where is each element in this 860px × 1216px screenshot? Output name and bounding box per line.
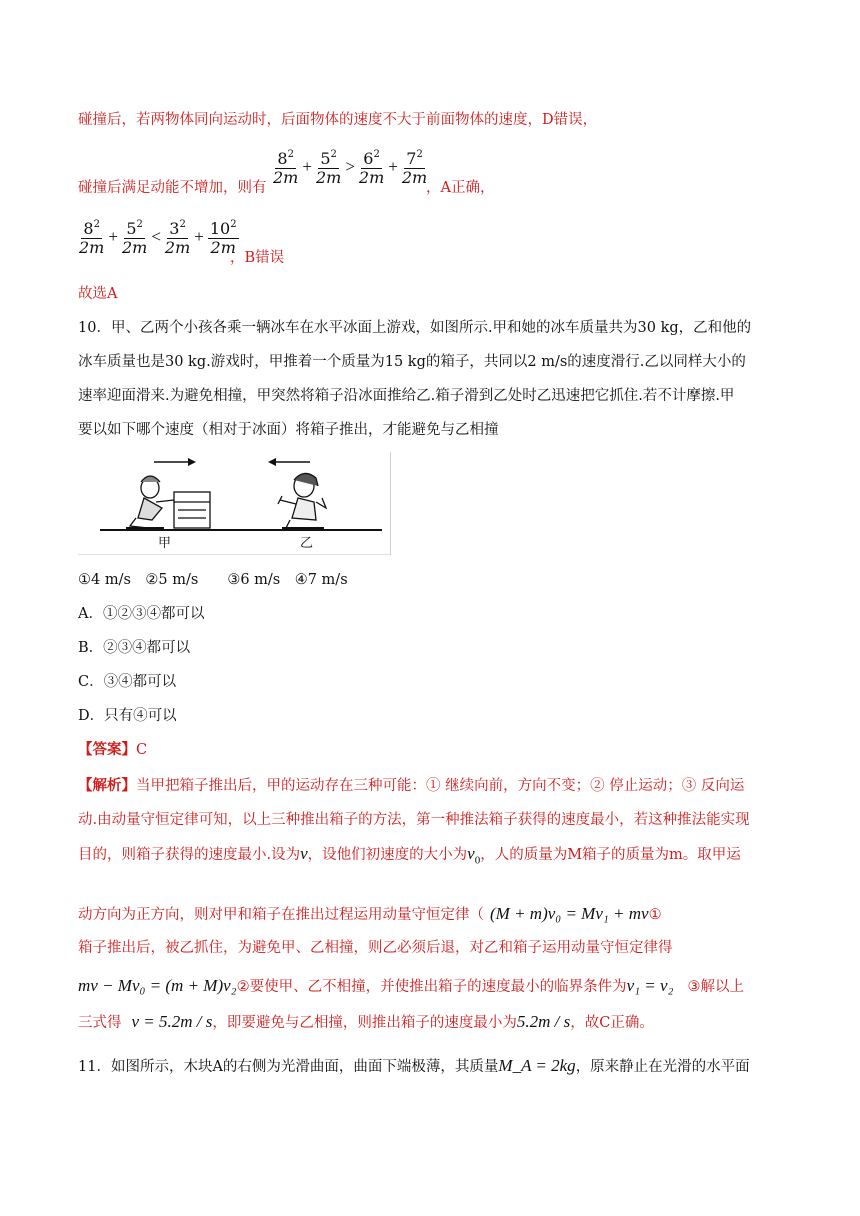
arrow-left-icon xyxy=(268,458,310,466)
analysis-line-4: 动方向为正方向，则对甲和箱子在推出过程运用动量守恒定律（ (M + m)v₀ = Mv₁ + mv① xyxy=(78,904,662,923)
analysis-line-1 xyxy=(78,776,744,796)
answer-value: C xyxy=(136,742,148,758)
analysis-line-6: mv − Mv₀ = (m + M)v₂②要使甲、乙不相撞，并使推出箱子的速度最小的临界条件为v₁ = v₂ ③解以上 xyxy=(78,976,744,995)
analysis-line-7: 三式得 v = 5.2m / s，即要避免与乙相撞，则推出箱子的速度最小为5.2m / s，故C正确。 xyxy=(78,1012,654,1031)
option-b: B．②③④都可以 xyxy=(78,640,191,656)
inequality-kinetic-energy-1: $\frac{8^2}{2m}$ + $\frac{5^2}{2m}$ > $\frac{6^2}{2m}$ + $\frac{7^2}{2m}$ xyxy=(272,146,428,187)
label-yi: 乙 xyxy=(300,536,314,551)
child-yi-icon xyxy=(278,473,326,528)
option-a: A．①②③④都可以 xyxy=(78,606,205,622)
option-d: D．只有④可以 xyxy=(78,708,177,724)
figure-drawing xyxy=(78,452,390,554)
text-choose-a: 故选A xyxy=(78,286,118,302)
question-11-line-1: 11．如图所示，木块A的右侧为光滑曲面，曲面下端极薄，其质量M_A = 2kg，原来静止在光滑的水平面 xyxy=(78,1056,750,1075)
text-line-d-wrong: 碰撞后，若两物体同向运动时，后面物体的速度不大于前面物体的速度，D错误， xyxy=(78,112,598,128)
inequality-kinetic-energy-2: $\frac{8^2}{2m}$ + $\frac{5^2}{2m}$ < $\frac{3^2}{2m}$ + $\frac{10^2}{2m}$ xyxy=(78,216,240,257)
momentum-equation-2: mv − Mv₀ = (m + M)v₂ xyxy=(78,976,237,995)
option-c: C．③④都可以 xyxy=(78,674,177,690)
momentum-equation-1: (M + m)v₀ = Mv₁ + mv xyxy=(490,904,649,923)
question-10-line-1: 10．甲、乙两个小孩各乘一辆冰车在水平冰面上游戏，如图所示.甲和她的冰车质量共为30 kg，乙和他的 xyxy=(78,320,752,336)
mass-formula: M_A = 2kg xyxy=(498,1056,576,1075)
critical-condition: v₁ = v₂ xyxy=(626,976,674,995)
answer-line xyxy=(78,740,147,760)
question-10-line-3: 速率迎面滑来.为避免相撞，甲突然将箱子沿冰面推给乙.箱子滑到乙处时乙迅速把它抓住.若不计摩擦.甲 xyxy=(78,388,735,404)
analysis-line-3: 目的，则箱子获得的速度最小.设为v，设他们初速度的大小为$v_0$，人的质量为M箱子的质量为m。取甲运 xyxy=(78,844,741,867)
answer-tag: 【答案】 xyxy=(78,741,136,758)
text-b-wrong: ，B错误 xyxy=(230,250,285,266)
text-a-correct: ，A正确， xyxy=(426,180,495,196)
speed-options: ①4 m/s ②5 m/s ③6 m/s ④7 m/s xyxy=(78,572,348,588)
analysis-tag: 【解析】 xyxy=(78,777,136,794)
box-icon xyxy=(174,492,210,528)
figure-ice-carts xyxy=(78,452,391,555)
question-10-line-2: 冰车质量也是30 kg.游戏时，甲推着一个质量为15 kg的箱子，共同以2 m/s的速度滑行.乙以同样大小的 xyxy=(78,354,746,370)
analysis-line-2: 动.由动量守恒定律可知，以上三种推出箱子的方法，第一种推法箱子获得的速度最小，若这种推法能实现 xyxy=(78,812,750,828)
question-10-line-4: 要以如下哪个速度（相对于冰面）将箱子推出，才能避免与乙相撞 xyxy=(78,422,499,438)
child-jia-icon xyxy=(126,476,174,528)
arrow-right-icon xyxy=(154,458,196,466)
analysis-text-1: 当甲把箱子推出后，甲的运动存在三种可能：① 继续向前，方向不变；② 停止运动；③ 反向运 xyxy=(136,778,745,794)
result-equation: v = 5.2m / s xyxy=(131,1012,213,1031)
text-line-kinetic-energy: 碰撞后满足动能不增加，则有 xyxy=(78,180,267,196)
label-jia: 甲 xyxy=(158,536,172,551)
analysis-line-5: 箱子推出后，被乙抓住，为避免甲、乙相撞，则乙必须后退，对乙和箱子运用动量守恒定律得 xyxy=(78,940,673,956)
